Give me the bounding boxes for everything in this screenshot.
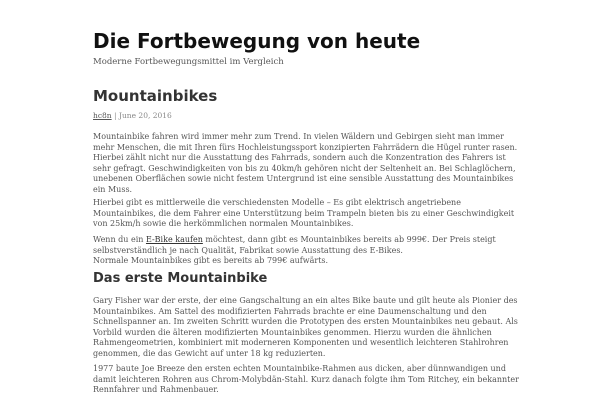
paragraph-line: Mountainbikes. Am Sattel des modifizierten Fahrrads brachte er eine Daumenschaltung und den (93, 306, 487, 316)
meta-separator: | (111, 111, 119, 120)
paragraph-line: von 25km/h sowie die herkömmlichen normalen Mountainbikes. (93, 219, 354, 228)
paragraph-line: Mountainbike fahren wird immer mehr zum Trend. In vielen Wäldern und Gebirgen sieht man immer (93, 132, 504, 141)
paragraph-line: selbstverständlich je nach Qualität, Fabrikat sowie Ausstattung des E-Bikes. (93, 245, 403, 255)
paragraph-line (93, 235, 496, 246)
paragraph-line: unebenen Oberflächen sowie nicht festem Untergrund ist eine sensible Ausstattung des Mountainbikes (93, 174, 514, 183)
paragraph-line: Rennfahrer und Rahmenbauer. (93, 385, 219, 394)
paragraph-line: sehr gefragt. Geschwindigkeiten von bis zu 40km/h gehören nicht der Seltenheit an. Bei Schlaglöchern, (93, 163, 516, 173)
paragraph-line: Hierbei zählt nicht nur die Ausstattung des Fahrrads, sondern auch die Konzentration des Fahrers ist (93, 153, 506, 162)
intro-paragraph (93, 132, 517, 195)
paragraph-line: Gary Fisher war der erste, der eine Gangschaltung an ein altes Bike baute und gilt heute als Pionier des (93, 296, 518, 305)
paragraph-line: genommen, die das Gewicht auf unter 18 kg reduzierten. (93, 348, 326, 358)
breeze-paragraph (93, 364, 519, 396)
post-title[interactable]: Mountainbikes (93, 87, 218, 105)
paragraph-line: Hierbei gibt es mittlerweile die verschiedensten Modelle – Es gibt elektrisch angetriebene (93, 198, 461, 207)
paragraph-line: Vorbild wurden die älteren modifizierten Mountainbikes genommen. Hierzu wurden die ähnlichen (93, 327, 492, 337)
paragraph-line: mehr Menschen, die mit Ihren fürs Hochleistungssport konzipierten Fahrrädern die Hügel runter rasen. (93, 142, 518, 152)
text-before-link: Wenn du ein (93, 235, 146, 244)
site-description: Moderne Fortbewegungsmittel im Vergleich (93, 57, 284, 67)
paragraph-line: Schnellspanner an. Im zweiten Schritt wurden die Prototypen des ersten Mountainbikes neu gebaut. Als (93, 317, 518, 326)
paragraph-line: ein Muss. (93, 184, 133, 194)
paragraph-line: Rahmengeometrien, kombiniert mit moderneren Komponenten und wesentlich leichteren Stahlrohren (93, 338, 509, 347)
paragraph-line: Normale Mountainbikes gibt es bereits ab 799€ aufwärts. (93, 256, 329, 265)
history-paragraph (93, 296, 518, 359)
post-author-link[interactable]: hc8n (93, 111, 112, 120)
section-heading: Das erste Mountainbike (93, 271, 268, 286)
text-after-link: möchtest, dann gibt es Mountainbikes bereits ab 999€. Der Preis steigt (202, 235, 496, 244)
post-date: June 20, 2016 (118, 111, 172, 120)
e-bike-kaufen-link[interactable]: E-Bike kaufen (145, 235, 203, 244)
paragraph-line: 1977 baute Joe Breeze den ersten echten Mountainbike-Rahmen aus dicken, aber dünnwandigen und (93, 364, 506, 373)
price-paragraph (93, 235, 496, 267)
site-title[interactable]: Die Fortbewegung von heute (93, 29, 421, 53)
models-paragraph (93, 198, 514, 230)
paragraph-line: Mountainbikes, die dem Fahrer eine Unterstützung beim Trampeln bieten bis zu einer Geschwindigkeit (93, 208, 515, 218)
post-meta (93, 111, 172, 121)
paragraph-line: damit leichteren Rohren aus Chrom-Molybdän-Stahl. Kurz danach folgte ihm Tom Ritchey, ein bekannter (93, 374, 519, 384)
